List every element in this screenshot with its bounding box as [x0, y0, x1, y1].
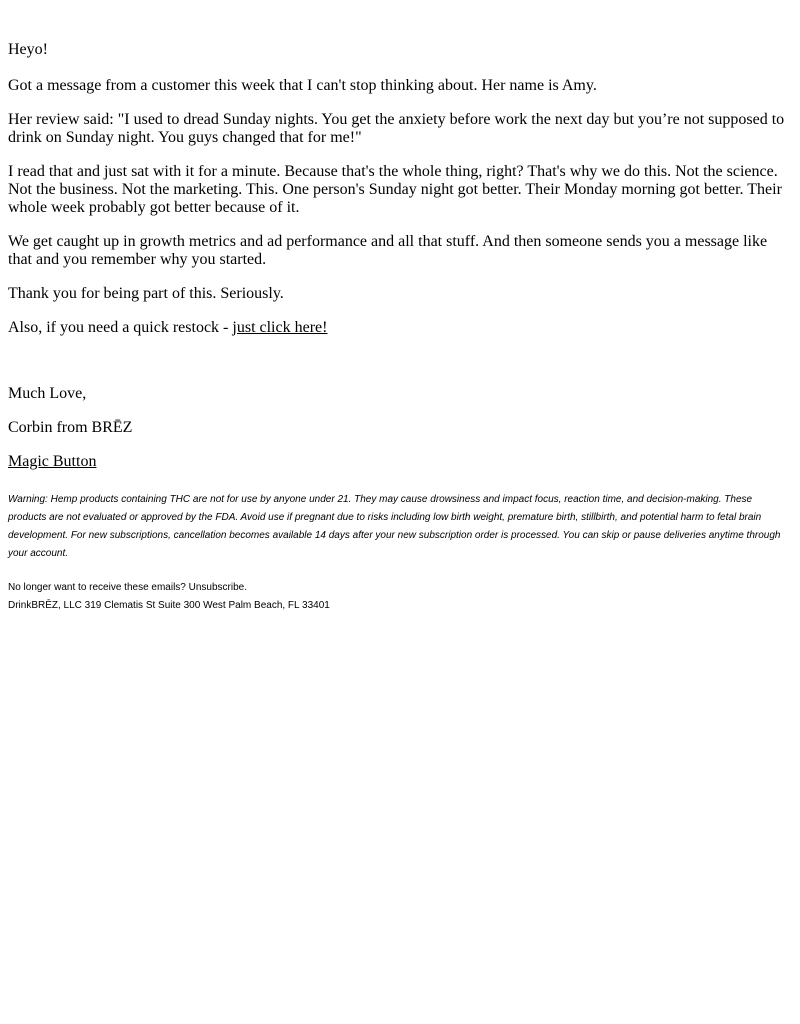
signature: Corbin from BRĒZ [8, 419, 133, 436]
company-address: DrinkBRĒZ, LLC 319 Clematis St Suite 300 West Palm Beach, FL 33401 [8, 600, 330, 611]
signoff: Much Love, [8, 385, 87, 402]
paragraph-reflection: I read that and just sat with it for a minute. Because that's the whole thing, right? That's why we do this. Not the science. Not the business. Not the marketing. This. One person's Sunday night got better. Their Monday morning got better. Their whole week probably got better because of it. [8, 163, 782, 216]
legal-warning: Warning: Hemp products containing THC are not for use by anyone under 21. They may cause drowsiness and impact focus, reaction time, and decision-making. These products are not evaluated or approved by the FDA. Avoid use if pregnant due to risks including low birth weight, premature birth, stillbirth, and potential harm to fetal brain development. For new subscriptions, cancellation becomes available 14 days after your new subscription order is processed. You can skip or pause deliveries anytime through your account. [8, 494, 781, 559]
paragraph-intro: Got a message from a customer this week that I can't stop thinking about. Her name is Amy. [8, 77, 597, 94]
paragraph-metrics: We get caught up in growth metrics and ad performance and all that stuff. And then someone sends you a message like that and you remember why you started. [8, 233, 768, 268]
unsubscribe-text[interactable]: No longer want to receive these emails? Unsubscribe. [8, 582, 248, 593]
paragraph-review: Her review said: "I used to dread Sunday nights. You get the anxiety before work the next day but you’re not supposed to drink on Sunday night. You guys changed that for me!" [8, 111, 785, 146]
restock-line [8, 319, 792, 337]
email-footer [8, 491, 792, 615]
paragraph-thanks: Thank you for being part of this. Seriously. [8, 285, 284, 302]
magic-button-link[interactable]: Magic Button [8, 453, 97, 470]
greeting: Heyo! [8, 41, 48, 58]
restock-link[interactable]: just click here! [232, 319, 328, 336]
restock-prefix: Also, if you need a quick restock - [8, 319, 233, 336]
